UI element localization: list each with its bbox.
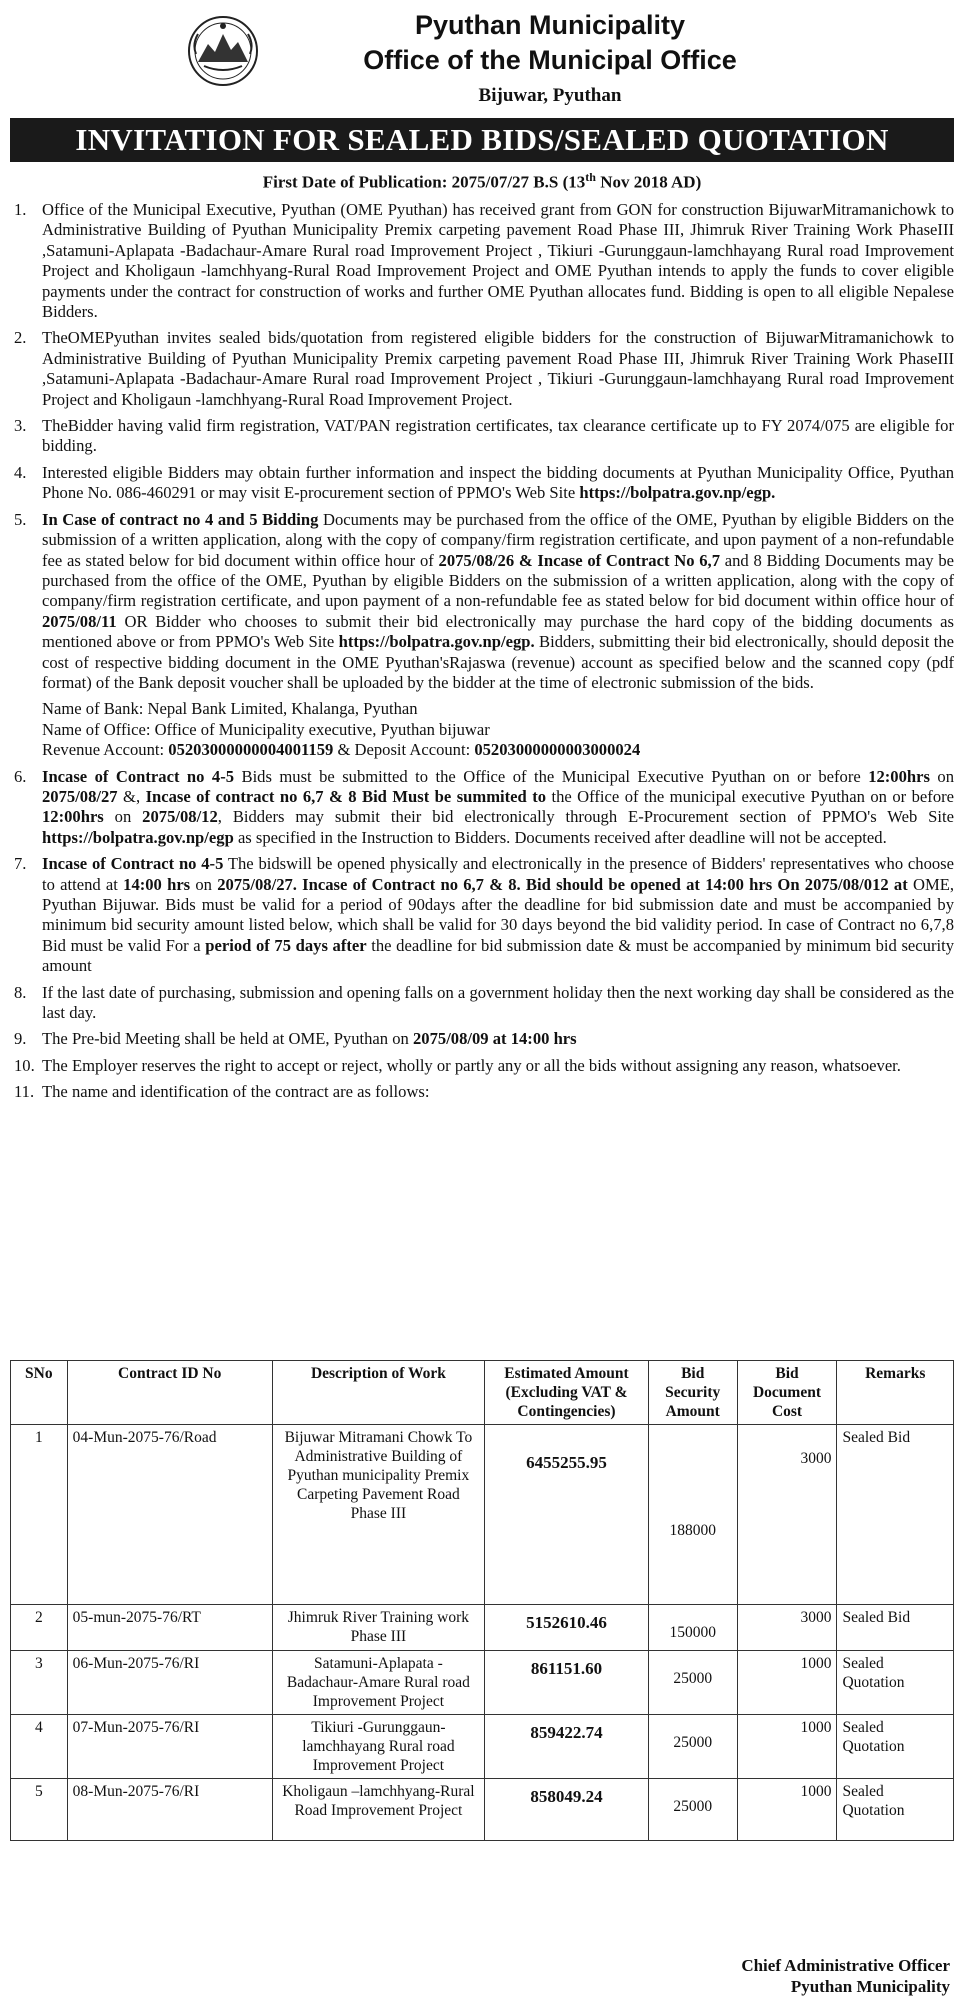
clause-item xyxy=(10,328,954,410)
deposit-account-number: 05203000000003000024 xyxy=(474,740,641,760)
clause-text: 2075/08/27. Incase of Contract no 6,7 & 8. Bid should be opened at 14:00 hrs On 2075/08/012 at xyxy=(217,874,908,894)
clause-item xyxy=(10,767,954,849)
cell-remarks: Sealed Quotation xyxy=(837,1779,954,1841)
col-header-bid-security: Bid Security Amount xyxy=(648,1361,737,1425)
clause-text: 14:00 hrs xyxy=(123,874,191,894)
publication-date-prefix: First Date of Publication: 2075/07/27 B.S (13 xyxy=(262,172,586,192)
clause-text: In Case of contract no 4 and 5 Bidding xyxy=(42,509,319,529)
clause-item xyxy=(10,1082,954,1102)
clause-text: https://bolpatra.gov.np/egp. xyxy=(338,632,535,652)
bank-accounts xyxy=(42,740,954,760)
cell-document-cost: 1000 xyxy=(737,1779,837,1841)
clause-text: period of 75 days after xyxy=(205,935,367,955)
clause-item xyxy=(10,416,954,457)
cell-bid-security: 25000 xyxy=(648,1715,737,1779)
col-header-document-cost: Bid Document Cost xyxy=(737,1361,837,1425)
clause-text: Bids must be submitted to the Office of the Municipal Executive Pyuthan on or before xyxy=(234,766,869,786)
clause-text: Office of the Municipal Executive, Pyuthan (OME Pyuthan) has received grant from GON for construction BijuwarMitramanichowk to Administrative Building of Pyuthan Municipality Premix carpeting pavement Road Phase III, Jhimruk River Training Work PhaseIII ,Satamuni-Aplapata -Badachaur-Amare Rural road Improvement Project , Tikiuri -Gurunggaun-lamchhayang Rural road Improvement Project and Kholigaun -lamchhyang-Rural Road Improvement Project and OME Pyuthan intends to apply the funds to cover eligible payments under the contract for construction of works and further OME Pyuthan allocates fund. Bidding is open to all eligible Nepalese Bidders. xyxy=(42,200,954,322)
contract-table-body xyxy=(11,1425,954,1841)
table-row xyxy=(11,1779,954,1841)
office-name: Office of the Municipal Office xyxy=(363,45,737,75)
bank-details xyxy=(10,699,954,760)
cell-sno: 3 xyxy=(11,1651,68,1715)
cell-bid-security: 25000 xyxy=(648,1651,737,1715)
cell-contract-id: 07-Mun-2075-76/RI xyxy=(67,1715,272,1779)
contract-table-header-row xyxy=(11,1361,954,1425)
clause-text: the deadline for bid submission date & must be accompanied by minimum bid security amount xyxy=(42,935,954,976)
revenue-account-number: 05203000000004001159 xyxy=(168,740,334,760)
municipality-emblem-icon xyxy=(186,14,260,88)
clauses-part-2 xyxy=(10,767,954,1103)
table-row xyxy=(11,1425,954,1605)
clause-number: 2. xyxy=(14,328,27,348)
cell-remarks: Sealed Bid xyxy=(837,1605,954,1651)
clause-text: Incase of Contract no 4-5 xyxy=(42,766,235,786)
notice-banner-title: INVITATION FOR SEALED BIDS/SEALED QUOTATION xyxy=(10,118,954,162)
clause-text: The Employer reserves the right to accept or reject, wholly or partly any or all the bids without assigning any reason, whatsoever. xyxy=(42,1055,901,1075)
clause-number: 8. xyxy=(14,982,27,1002)
clause-text: 12:00hrs xyxy=(868,766,930,786)
contract-table xyxy=(10,1360,954,1841)
cell-estimated-amount: 6455255.95 xyxy=(485,1425,649,1605)
clause-item xyxy=(10,1056,954,1076)
cell-document-cost: 3000 xyxy=(737,1425,837,1605)
clause-item xyxy=(10,1029,954,1049)
clause-text: 2075/08/09 at 14:00 hrs xyxy=(413,1029,577,1049)
cell-sno: 5 xyxy=(11,1779,68,1841)
cell-bid-security: 25000 xyxy=(648,1779,737,1841)
clause-text: The name and identification of the contract are as follows: xyxy=(42,1082,430,1102)
clause-number: 5. xyxy=(14,509,27,529)
clause-number: 11. xyxy=(14,1082,35,1102)
cell-description: Bijuwar Mitramani Chowk To Administrative Building of Pyuthan municipality Premix Carpeting Pavement Road Phase III xyxy=(272,1425,484,1605)
clause-text: on xyxy=(103,807,143,827)
municipality-name: Pyuthan Municipality xyxy=(414,10,686,40)
clause-text: &, xyxy=(117,786,146,806)
table-row xyxy=(11,1651,954,1715)
clause-text: the Office of the municipal executive Pyuthan on or before xyxy=(546,786,955,806)
cell-description: Kholigaun –lamchhyang-Rural Road Improvement Project xyxy=(272,1779,484,1841)
table-row xyxy=(11,1605,954,1651)
cell-description: Jhimruk River Training work Phase III xyxy=(272,1605,484,1651)
cell-document-cost: 1000 xyxy=(737,1651,837,1715)
bank-office-name: Name of Office: Office of Municipality executive, Pyuthan bijuwar xyxy=(42,719,490,739)
clause-text: 2075/08/11 xyxy=(42,611,117,631)
signatory-title: Chief Administrative Officer xyxy=(741,1956,950,1975)
clause-item xyxy=(10,983,954,1024)
clause-text: Bidders, submitting their bid electronically, should deposit the cost of respective bidding document in the OME Pyuthan'sRajaswa (revenue) account as specified below and the scanned copy (pdf format) of the Bank deposit voucher shall be uploaded by the bidder at the time of electronic submission of the bids. xyxy=(42,632,954,692)
cell-estimated-amount: 861151.60 xyxy=(485,1651,649,1715)
clause-item xyxy=(10,200,954,322)
clause-text: on xyxy=(190,874,218,894)
cell-remarks: Sealed Quotation xyxy=(837,1651,954,1715)
cell-description: Tikiuri -Gurunggaun-lamchhayang Rural road Improvement Project xyxy=(272,1715,484,1779)
clause-text: on xyxy=(929,766,954,786)
cell-bid-security: 150000 xyxy=(648,1605,737,1651)
clauses-part-1 xyxy=(10,200,954,693)
cell-contract-id: 08-Mun-2075-76/RI xyxy=(67,1779,272,1841)
clause-text: TheBidder having valid firm registration, VAT/PAN registration certificates, tax clearance certificate up to FY 2074/075 are eligible for bidding. xyxy=(42,416,954,456)
cell-description: Satamuni-Aplapata - Badachaur-Amare Rural road Improvement Project xyxy=(272,1651,484,1715)
col-header-remarks: Remarks xyxy=(837,1361,954,1425)
cell-contract-id: 05-mun-2075-76/RT xyxy=(67,1605,272,1651)
clause-text: https://bolpatra.gov.np/egp xyxy=(42,827,234,847)
clause-text: Interested eligible Bidders may obtain further information and inspect the bidding documents at Pyuthan Municipality Office, Pyuthan Phone No. 086-460291 or may visit E-procurement section of PPMO's Web Site xyxy=(42,462,954,503)
clause-text: 2075/08/12 xyxy=(142,807,218,827)
clause-text: Documents may be purchased from the office of the OME, Pyuthan by eligible Bidders on the submission of a written application, along with the copy of company/firm registration certificate, and upon payment of a non-refundable fee as stated below for bid document within office hour of xyxy=(42,509,954,570)
clause-number: 10. xyxy=(14,1055,35,1075)
clause-item xyxy=(10,463,954,504)
col-header-sno: SNo xyxy=(11,1361,68,1425)
cell-remarks: Sealed Bid xyxy=(837,1425,954,1605)
clause-text: 2075/08/26 & Incase of Contract No 6,7 xyxy=(438,550,721,570)
cell-sno: 2 xyxy=(11,1605,68,1651)
clause-text: If the last date of purchasing, submission and opening falls on a government holiday then the next working day shall be considered as the last day. xyxy=(42,982,954,1023)
revenue-account-label: Revenue Account: xyxy=(42,740,169,760)
cell-sno: 4 xyxy=(11,1715,68,1779)
col-header-estimated-amount: Estimated Amount (Excluding VAT & Contingencies) xyxy=(485,1361,649,1425)
clause-number: 1. xyxy=(14,200,27,219)
table-row xyxy=(11,1715,954,1779)
cell-document-cost: 3000 xyxy=(737,1605,837,1651)
cell-sno: 1 xyxy=(11,1425,68,1605)
clause-text: https://bolpatra.gov.np/egp. xyxy=(579,483,776,503)
cell-document-cost: 1000 xyxy=(737,1715,837,1779)
clause-text: Incase of Contract no 4-5 xyxy=(42,854,224,874)
clause-text: TheOMEPyuthan invites sealed bids/quotation from registered eligible bidders for the construction of BijuwarMitramanichowk to Administrative Building of Pyuthan Municipality Premix carpeting pavement Road Phase III, Jhimruk River Training Work PhaseIII ,Satamuni-Aplapata -Badachaur-Amare Rural road Improvement Project , Tikiuri -Gurunggaun-lamchhayang Rural road Improvement Project and Kholigaun -lamchhyang-Rural Road Improvement Project. xyxy=(42,328,954,409)
publication-date xyxy=(0,170,964,193)
clause-text: 2075/08/27 xyxy=(42,786,118,806)
cell-estimated-amount: 859422.74 xyxy=(485,1715,649,1779)
cell-bid-security: 188000 xyxy=(648,1425,737,1605)
signatory-office: Pyuthan Municipality xyxy=(790,1977,950,1996)
clause-text: and 8 Bidding Documents may be purchased from the office of the OME, Pyuthan by eligible Bidders on the submission of a written application, along with the copy of company/firm registration certificate, and upon payment of a non-refundable fee as stated below for bid document within office hour of xyxy=(42,550,955,611)
clause-text: 12:00hrs xyxy=(42,807,104,827)
clause-text: , Bidders may submit their bid electronically through E-Procurement section of PPMO's Web Site xyxy=(217,807,954,827)
cell-remarks: Sealed Quotation xyxy=(837,1715,954,1779)
publication-date-suffix: Nov 2018 AD) xyxy=(595,172,702,192)
publication-date-sup: th xyxy=(585,170,596,184)
clause-number: 4. xyxy=(14,462,27,482)
clause-text: OME, Pyuthan Bijuwar. Bids must be valid for a period of 90days after the deadline for bid submission date and must be accompanied by minimum bid security amount listed below, which shall be valid for 30 days beyond the bid validity period. In case of Contract no 6,7,8 Bid must be valid For a xyxy=(42,874,955,955)
clause-number: 6. xyxy=(14,766,27,786)
cell-estimated-amount: 858049.24 xyxy=(485,1779,649,1841)
col-header-contract-id: Contract ID No xyxy=(67,1361,272,1425)
clause-item xyxy=(10,854,954,976)
bank-name: Name of Bank: Nepal Bank Limited, Khalanga, Pyuthan xyxy=(42,699,418,719)
signature-block xyxy=(741,1955,950,1997)
notice-header xyxy=(0,0,964,118)
cell-contract-id: 06-Mun-2075-76/RI xyxy=(67,1651,272,1715)
clause-text: OR Bidder who chooses to submit their bid electronically may purchase the hard copy of the bidding documents as mentioned above or from PPMO's Web Site xyxy=(42,611,954,652)
cell-contract-id: 04-Mun-2075-76/Road xyxy=(67,1425,272,1605)
notice-body xyxy=(10,200,954,1109)
clause-text: The Pre-bid Meeting shall be held at OME, Pyuthan on xyxy=(42,1029,413,1049)
cell-estimated-amount: 5152610.46 xyxy=(485,1605,649,1651)
clause-number: 3. xyxy=(14,416,27,436)
clause-number: 9. xyxy=(14,1029,27,1049)
clause-text: as specified in the Instruction to Bidders. Documents received after deadline will not be accepted. xyxy=(233,827,887,847)
clause-item xyxy=(10,510,954,694)
clause-number: 7. xyxy=(14,854,27,874)
office-address: Bijuwar, Pyuthan xyxy=(478,85,622,106)
col-header-description: Description of Work xyxy=(272,1361,484,1425)
clause-text: Incase of contract no 6,7 & 8 Bid Must be summited to xyxy=(145,786,547,806)
clause-text: The bidswill be opened physically and electronically in the presence of Bidders' representatives who choose to attend at xyxy=(42,854,954,894)
deposit-account-label: & Deposit Account: xyxy=(333,740,475,760)
